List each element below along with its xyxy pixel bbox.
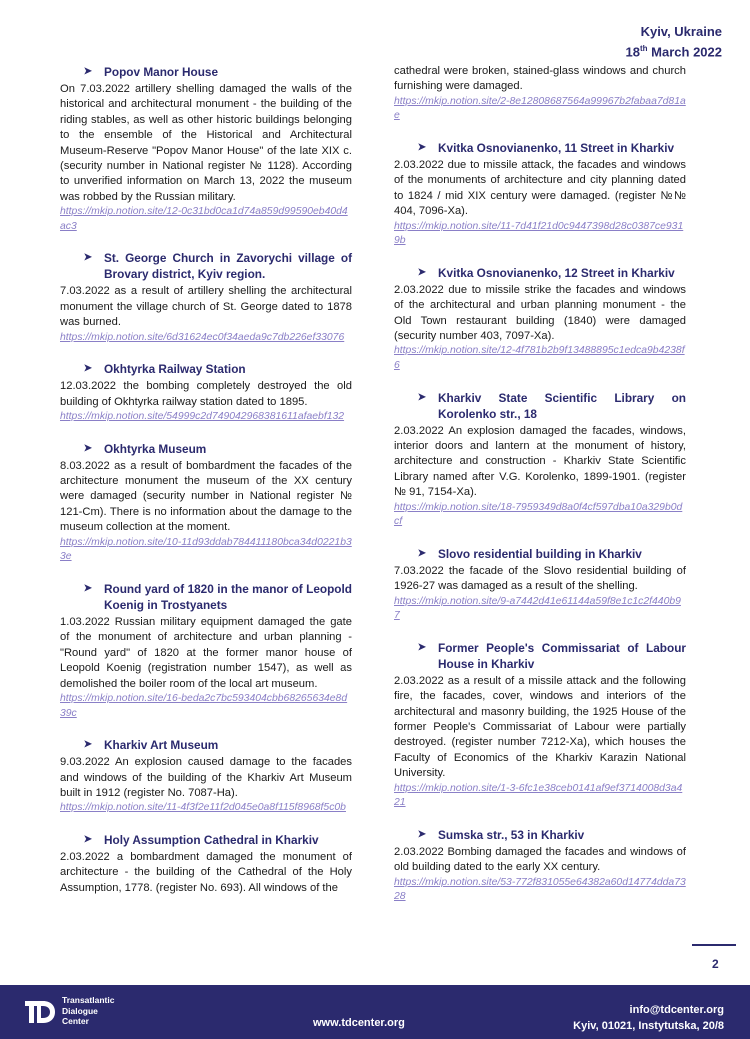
arrow-bullet-icon: ➤	[417, 828, 426, 840]
entry-link[interactable]: https://mkip.notion.site/54999c2d749042968381611afaebf132	[60, 411, 345, 423]
arrow-bullet-icon: ➤	[83, 582, 92, 594]
entry-body: 2.03.2022 due to missile strike the facades and windows of the architectural and urban planning monument - the Old Town restaurant building (1840) were damaged (security number 403, 7097-Xa).	[394, 283, 686, 343]
arrow-bullet-icon: ➤	[83, 252, 92, 264]
entry-title: ➤ Former People's Commissariat of Labour House in Kharkiv	[394, 640, 686, 672]
entry-item	[60, 581, 352, 721]
tdc-logo-icon	[22, 994, 58, 1030]
arrow-bullet-icon: ➤	[417, 266, 426, 278]
org-name: Transatlantic Dialogue Center	[62, 995, 115, 1026]
footer-address: Kyiv, 01021, Instytutska, 20/8	[573, 1019, 724, 1032]
entry-title: ➤ Slovo residential building in Kharkiv	[394, 546, 686, 562]
right-column	[394, 64, 686, 921]
arrow-bullet-icon: ➤	[83, 66, 92, 77]
entry-body: On 7.03.2022 artillery shelling damaged the walls of the historical and architectural monument - the building of the riding stables, as well as other historic buildings belonging to the ensemble of the Historical and Architectural Museum-Reserve "Popov Manor House" of the late XIX c. (security number in National register № 1128). According to unverified information on March 13, 2022 the museum was robbed by the Russian military.	[60, 83, 352, 203]
entry-link[interactable]: https://mkip.notion.site/2-8e12808687564a99967b2fabaa7d81ae	[394, 95, 686, 122]
entry-item	[394, 265, 686, 374]
footer-website[interactable]: www.tdcenter.org	[313, 1017, 405, 1029]
arrow-bullet-icon: ➤	[83, 442, 92, 454]
entry-body: 2.03.2022 An explosion damaged the facades, windows, interior doors and lantern at the monument of history, architecture and construction - Kharkiv State Scientific Library named after V.G. Korolenko, 1899-1901. (register № 91, 7154-Xa).	[394, 424, 686, 499]
entry-body: 9.03.2022 An explosion caused damage to the facades and windows of the building of the Kharkiv Art Museum built in 1912 (register No. 7087-Ha).	[60, 756, 352, 799]
entry-title: ➤ Kvitka Osnovianenko, 12 Street in Kharkiv	[394, 265, 686, 281]
entry-item	[394, 390, 686, 530]
entry-link[interactable]: https://mkip.notion.site/6d31624ec0f34aeda9c7db226ef33076	[60, 331, 345, 343]
arrow-bullet-icon: ➤	[417, 391, 426, 403]
entry-item	[60, 832, 352, 896]
entry-link[interactable]: https://mkip.notion.site/9-a7442d41e61144a59f8e1c1c2f440b97	[394, 595, 681, 622]
entry-title: ➤ Okhtyrka Railway Station	[60, 361, 352, 377]
entry-body: 8.03.2022 as a result of bombardment the facades of the architecture monument the museum of the XX century were damaged (security number in National register № 121-Cm). There is no information about the damage to the museum collection at the moment.	[60, 459, 352, 534]
entry-body: 7.03.2022 as a result of artillery shelling the architectural monument the village church of St. George dated to 1878 was burned.	[60, 285, 352, 329]
entry-link[interactable]: https://mkip.notion.site/16-beda2c7bc593404cbb68265634e8d39c	[60, 692, 348, 719]
header-city: Kyiv, Ukraine	[640, 24, 722, 39]
entry-body: cathedral were broken, stained-glass windows and church furnishing were damaged.	[394, 65, 686, 93]
entry-title: ➤ Sumska str., 53 in Kharkiv	[394, 827, 686, 843]
arrow-bullet-icon: ➤	[83, 833, 92, 845]
arrow-bullet-icon: ➤	[417, 547, 426, 559]
entry-title: ➤ Round yard of 1820 in the manor of Leopold Koenig in Trostyanets	[60, 581, 352, 613]
entry-link[interactable]: https://mkip.notion.site/11-4f3f2e11f2d045e0a8f115f8968f5c0b	[60, 802, 346, 814]
entry-body: 2.03.2022 due to missile attack, the facades and windows of the monuments of architecture and city planning dated to 1824 / mid XIX century were damaged. (register №№ 404, 7096-Xa).	[394, 159, 686, 218]
entry-link[interactable]: https://mkip.notion.site/12-0c31bd0ca1d74a859d99590eb40d4ac3	[60, 206, 348, 232]
arrow-bullet-icon: ➤	[417, 641, 426, 653]
entry-body: 7.03.2022 the facade of the Slovo residential building of 1926-27 was damaged as a result of the shelling.	[394, 564, 686, 593]
left-column	[60, 64, 352, 912]
entry-title: ➤ Okhtyrka Museum	[60, 441, 352, 457]
entry-item	[394, 827, 686, 905]
entry-item	[60, 441, 352, 565]
entry-title: ➤ Kharkiv Art Museum	[60, 737, 352, 753]
entry-title: ➤ Popov Manor House	[60, 64, 352, 80]
entry-body: 12.03.2022 the bombing completely destroyed the old building of Okhtyrka railway station dated to 1895.	[60, 380, 352, 408]
entry-link[interactable]: https://mkip.notion.site/1-3-6fc1e38ceb0141af9ef3714008d3a421	[394, 782, 683, 809]
entry-item	[60, 64, 352, 234]
footer-email[interactable]: info@tdcenter.org	[629, 1004, 724, 1016]
entry-link[interactable]: https://mkip.notion.site/53-772f831055e64382a60d14774dda7328	[394, 876, 686, 903]
entry-body: 2.03.2022 Bombing damaged the facades and windows of old building dated to the early XX century.	[394, 845, 686, 874]
entry-item	[394, 546, 686, 624]
entry-link[interactable]: https://mkip.notion.site/12-4f781b2b9f13488895c1edca9b4238f6	[394, 345, 685, 372]
footer-contact	[573, 1003, 724, 1034]
entry-item	[394, 140, 686, 249]
arrow-bullet-icon: ➤	[83, 739, 92, 751]
entry-title: ➤ St. George Church in Zavorychi village of Brovary district, Kyiv region.	[60, 250, 352, 282]
entry-link[interactable]: https://mkip.notion.site/18-7959349d8a0f4cf597dba10a329b0dcf	[394, 501, 683, 528]
entry-link[interactable]: https://mkip.notion.site/11-7d41f21d0c9447398d28c0387ce9319b	[394, 220, 684, 247]
entry-body: 1.03.2022 Russian military equipment damaged the gate of the monument of architecture and urban planning - "Round yard" of 1820 at the former manor house of Leopold Koenig (registration number 1547), as well as demolished the boiler room of the local art museum.	[60, 615, 352, 690]
entry-item	[60, 250, 352, 345]
arrow-bullet-icon: ➤	[83, 363, 92, 375]
entry-body: 2.03.2022 as a result of a missile attack and the following fire, the facades, cover, windows and interiors of the architectural and masonry building, the 1925 House of the former People's Commissariat of Labour were partially destroyed. (register number 7212-Xa), which houses the Faculty of Economics of the Kharkiv Karazin National University.	[394, 674, 686, 780]
entry-link[interactable]: https://mkip.notion.site/10-11d93ddab784411180bca34d0221b33e	[60, 536, 352, 563]
header-date: 18th March 2022	[625, 44, 722, 60]
entry-title: ➤ Kharkiv State Scientific Library on Korolenko str., 18	[394, 390, 686, 422]
arrow-bullet-icon: ➤	[417, 142, 426, 153]
continued-entry	[394, 64, 686, 124]
entry-item	[394, 640, 686, 811]
entry-title: ➤ Kvitka Osnovianenko, 11 Street in Kharkiv	[394, 140, 686, 156]
page-number: 2	[712, 957, 719, 971]
footer	[0, 985, 750, 1039]
page-number-rule	[692, 944, 736, 946]
entry-item	[60, 361, 352, 424]
entry-item	[60, 737, 352, 816]
entry-body: 2.03.2022 a bombardment damaged the monument of architecture - the building of the Cathedral of the Holy Assumption, 1778. (register No. 693). All windows of the	[60, 850, 352, 894]
header-location-date	[626, 23, 722, 60]
entry-title: ➤ Holy Assumption Cathedral in Kharkiv	[60, 832, 352, 848]
